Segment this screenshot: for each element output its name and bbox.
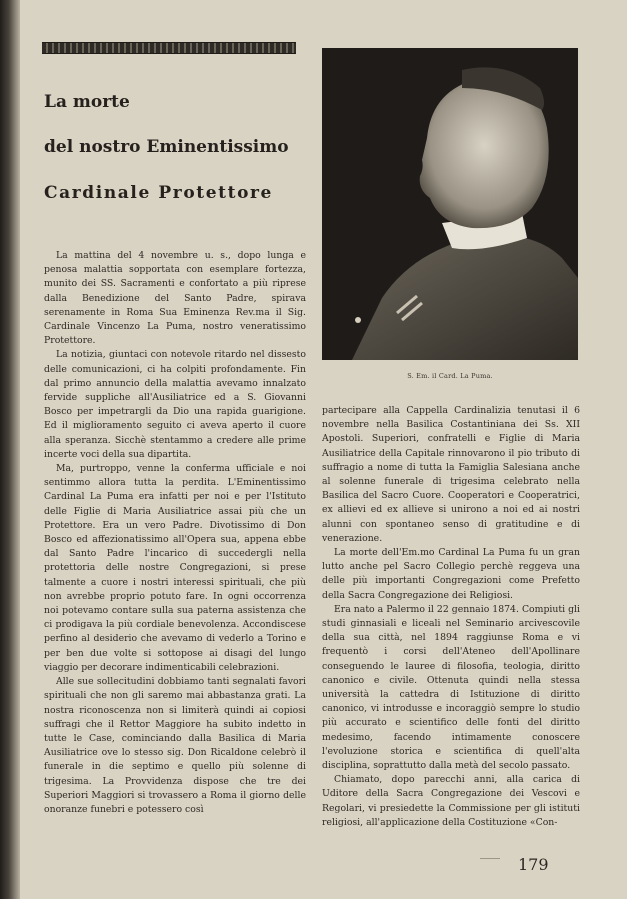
- paragraph: Chiamato, dopo parecchi anni, alla carica di Uditore della Sacra Congregazione dei Vescovi e Regolari, vi presiedette la Commissione per gli istituti religiosi, all'applicazione della Costituzione «Con-: [322, 774, 580, 828]
- decorative-header-bar: [42, 42, 296, 54]
- article-title-line-2: del nostro Eminentissimo: [44, 137, 289, 157]
- book-binding-edge: [0, 0, 20, 899]
- paragraph: Alle sue sollecitudini dobbiamo tanti segnalati favori spirituali che non gli saremo mai abbastanza grati. La nostra riconoscenza non si limiterà quindi ai copiosi suffragi che il Rettor Maggiore ha subito indetto in tutte le Case, cominciando dalla Basilica di Maria Ausiliatrice ove lo stesso sig. Don Ricaldone celebrò il funerale in die septimo e quello più solenne di trigesima. La Provvidenza dispose che tre dei Superiori Maggiori si trovassero a Roma il giorno delle onoranze funebri e potessero così: [44, 676, 306, 815]
- paragraph: partecipare alla Cappella Cardinalizia tenutasi il 6 novembre nella Basilica Costantiniana dei Ss. XII Apostoli. Superiori, confratelli e Figlie di Maria Ausiliatrice della Capitale rinnovarono il pio tributo di suffragio a nome di tutta la Famiglia Salesiana anche al solenne funerale di trigesima celebrato nella Basilica del Sacro Cuore. Cooperatori e Cooperatrici, ex allievi ed ex allieve si unirono a noi ed ai nostri alunni con spontaneo senso di gratitudine e di venerazione.: [322, 405, 580, 544]
- photo-caption: S. Em. il Card. La Puma.: [407, 372, 493, 380]
- article-column-right: [322, 404, 580, 830]
- article-title-line-3: Cardinale Protettore: [44, 183, 273, 203]
- paragraph: Ma, purtroppo, venne la conferma ufficiale e noi sentimmo allora tutta la perdita. L'Eminentissimo Cardinal La Puma era infatti per noi e per l'Istituto delle Figlie di Maria Ausiliatrice assai più che un Protettore. Era un vero Padre. Divotissimo di Don Bosco ed affezionatissimo all'Opera sua, appena ebbe dal Santo Padre l'incarico di succedergli nella protettoria delle nostre Congregazioni, si prese talmente a cuore i nostri interessi spirituali, che più non avrebbe proprio potuto fare. In ogni occorrenza noi potevamo contare sulla sua paterna assistenza che ci prodigava la più cordiale benevolenza. Accondiscese perfino al desiderio che avevamo di vederlo a Torino e per ben due volte si sottopose ai disagi del lungo viaggio per decorare indimenticabili celebrazioni.: [44, 463, 306, 673]
- article-column-left: [44, 249, 306, 817]
- paragraph: Era nato a Palermo il 22 gennaio 1874. Compiuti gli studi ginnasiali e liceali nel Seminario arcivescovile della sua città, nel 1894 raggiunse Roma e vi frequentò i corsi dell'Ateneo dell'Apollinare conseguendo le lauree di filosofia, teologia, diritto canonico e civile. Ottenuta quindi nella stessa università la cattedra di Istituzione di diritto canonico, vi introdusse e incoraggiò sempre lo studio più accurato e scientifico delle fonti del diritto medesimo, facendo intimamente conoscere l'evoluzione storica e scientifica di quell'alta disciplina, soprattutto dalla metà del secolo passato.: [322, 603, 580, 772]
- article-title-line-1: La morte: [44, 92, 130, 112]
- page-number: 179: [518, 855, 549, 874]
- cardinal-portrait-photo: [322, 48, 578, 360]
- paragraph: La mattina del 4 novembre u. s., dopo lunga e penosa malattia sopportata con esemplare fortezza, munito dei SS. Sacramenti e confortato a più riprese dalla Benedizione del Santo Padre, spirava serenamente in Roma Sua Eminenza Rev.ma il Sig. Cardinale Vincenzo La Puma, nostro veneratissimo Protettore.: [44, 250, 306, 347]
- paragraph: La notizia, giuntaci con notevole ritardo nel dissesto delle comunicazioni, ci ha colpiti profondamente. Fin dal primo annuncio della malattia avevamo innalzato fervide suppliche all'Ausiliatrice ed a S. Giovanni Bosco per impetrargli da Dio una rapida guarigione. Ed il miglioramento seguito ci aveva aperto il cuore alla speranza. Sicchè stentammo a credere alle prime incerte voci della sua dipartita.: [44, 349, 306, 460]
- paragraph: La morte dell'Em.mo Cardinal La Puma fu un gran lutto anche pel Sacro Collegio perchè reggeva una delle più importanti Congregazioni come Prefetto della Sacra Congregazione dei Religiosi.: [322, 547, 580, 601]
- footer-rule: [480, 858, 500, 859]
